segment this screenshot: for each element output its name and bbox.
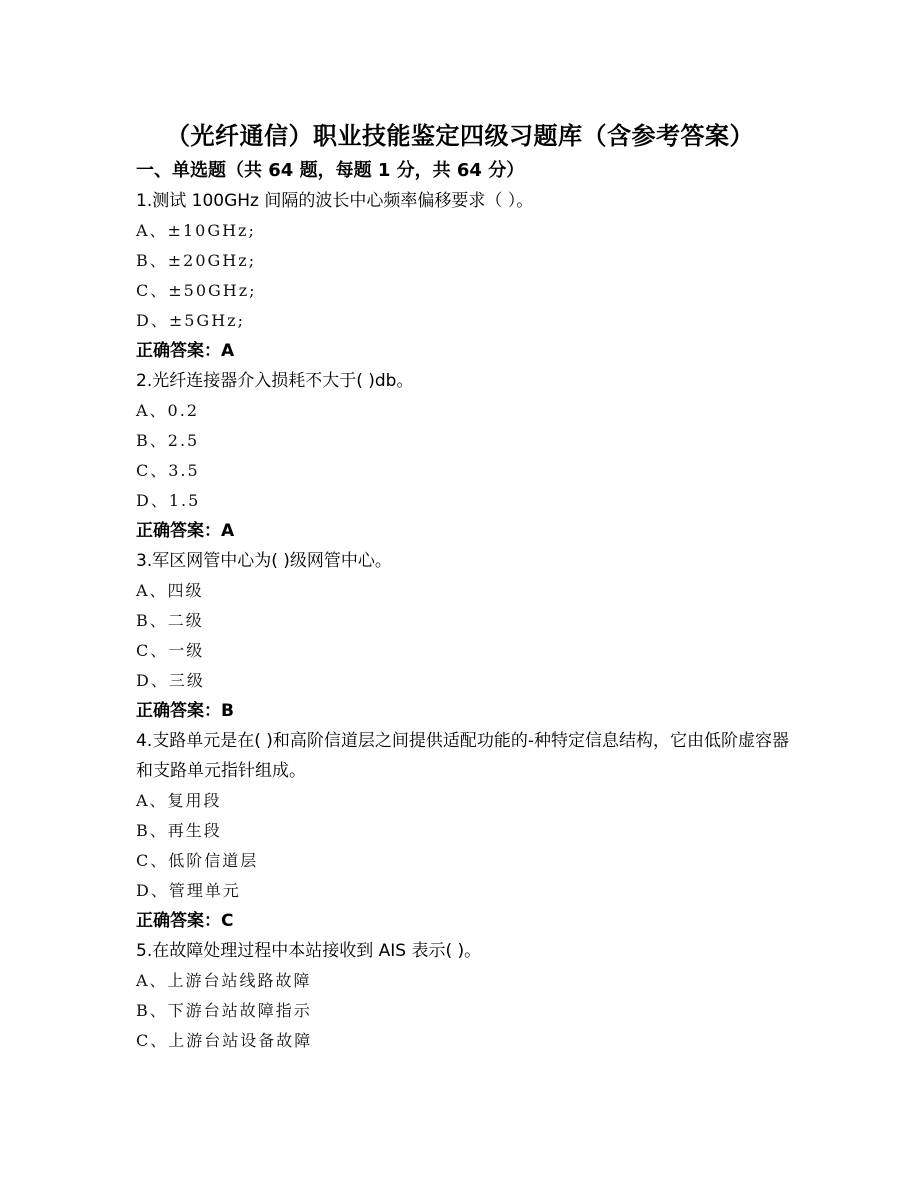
question-2: [136, 366, 796, 546]
answer: 正确答案：A: [136, 521, 235, 541]
question-text: 3.军区网管中心为( )级网管中心。: [136, 551, 392, 571]
option-c: C、一级: [136, 641, 205, 660]
option-c: C、3.5: [136, 461, 200, 480]
question-text: 4.支路单元是在( )和高阶信道层之间提供适配功能的-种特定信息结构，它由低阶虚容器和支路单元指针组成。: [136, 731, 790, 781]
option-b: B、2.5: [136, 431, 200, 450]
question-text: 2.光纤连接器介入损耗不大于( )db。: [136, 371, 414, 391]
option-d: D、管理单元: [136, 881, 241, 900]
question-text: 1.测试 100GHz 间隔的波长中心频率偏移要求（ ）。: [136, 191, 534, 211]
option-c: C、上游台站设备故障: [136, 1031, 313, 1050]
question-list: [136, 156, 796, 1056]
option-c: C、±50GHz;: [136, 281, 257, 300]
answer: 正确答案：B: [136, 701, 234, 721]
option-b: B、再生段: [136, 821, 222, 840]
answer: 正确答案：A: [136, 341, 235, 361]
option-a: A、复用段: [136, 791, 222, 810]
option-d: D、三级: [136, 671, 205, 690]
option-a: A、上游台站线路故障: [136, 971, 312, 990]
option-b: B、下游台站故障指示: [136, 1001, 312, 1020]
question-1: [136, 186, 796, 366]
question-5: [136, 936, 796, 1056]
option-a: A、±10GHz;: [136, 221, 256, 240]
option-b: B、±20GHz;: [136, 251, 257, 270]
document-title: （光纤通信）职业技能鉴定四级习题库（含参考答案）: [166, 122, 754, 150]
option-d: D、±5GHz;: [136, 311, 245, 330]
question-3: [136, 546, 796, 726]
section-heading: 一、单选题（共 64 题，每题 1 分，共 64 分）: [136, 160, 525, 181]
option-c: C、低阶信道层: [136, 851, 259, 870]
question-4: [136, 726, 796, 936]
option-a: A、四级: [136, 581, 204, 600]
option-b: B、二级: [136, 611, 204, 630]
option-d: D、1.5: [136, 491, 201, 510]
question-text: 5.在故障处理过程中本站接收到 AIS 表示( )。: [136, 941, 482, 961]
option-a: A、0.2: [136, 401, 200, 420]
answer: 正确答案：C: [136, 911, 234, 931]
